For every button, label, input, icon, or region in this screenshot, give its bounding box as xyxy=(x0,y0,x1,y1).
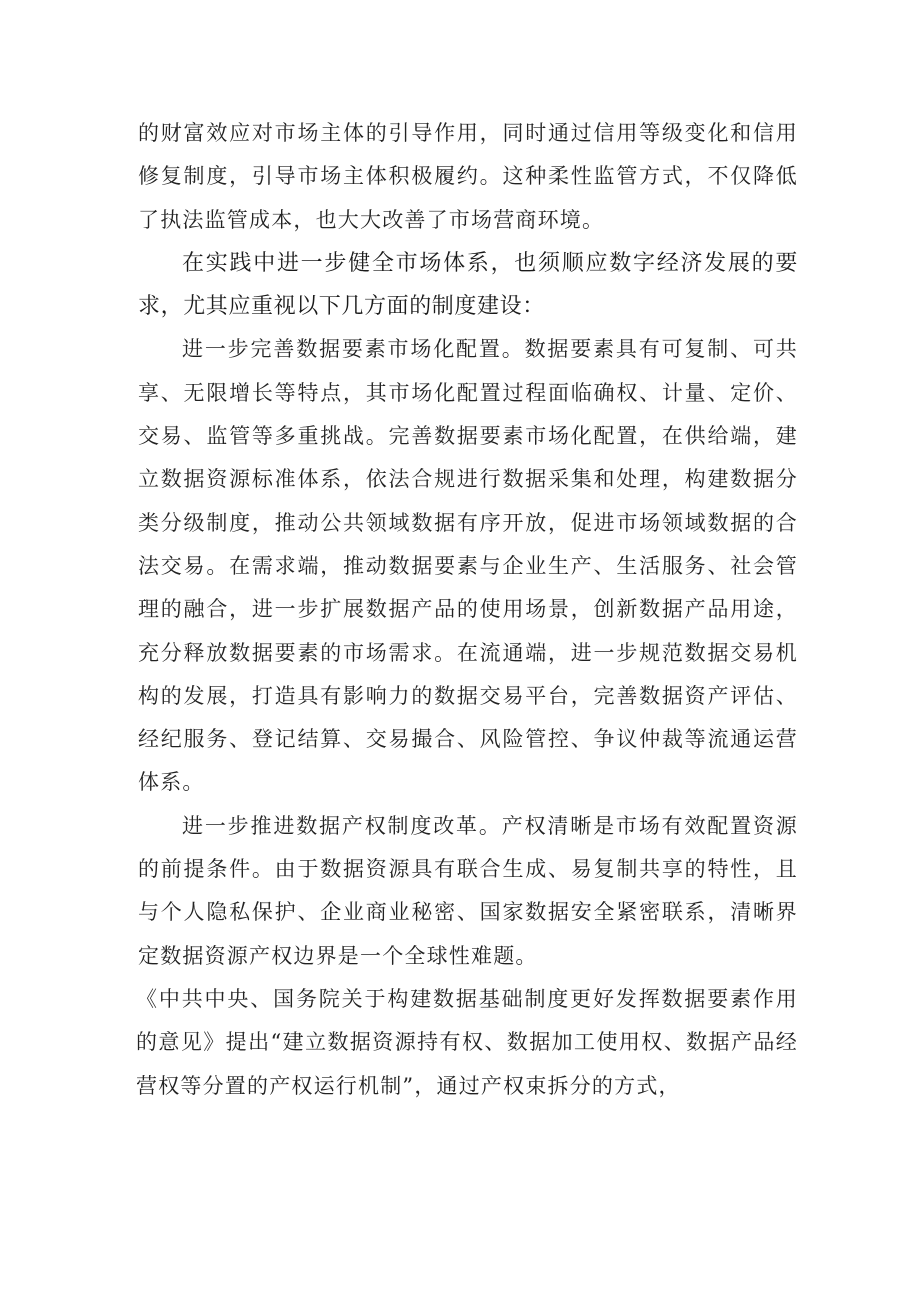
document-body xyxy=(138,112,798,1108)
section-heading-digital-economy: 在实践中进一步健全市场体系，也须顺应数字经济发展的要求，尤其应重视以下几方面的制度建设： xyxy=(138,250,798,320)
paragraph-policy-quote: 《中共中央、国务院关于构建数据基础制度更好发挥数据要素作用的意见》提出“建立数据资源持有权、数据加工使用权、数据产品经营权等分置的产权运行机制”，通过产权束拆分的方式， xyxy=(136,986,798,1098)
paragraph-data-market-allocation: 进一步完善数据要素市场化配置。数据要素具有可复制、可共享、无限增长等特点，其市场化配置过程面临确权、计量、定价、交易、监管等多重挑战。完善数据要素市场化配置，在供给端，建立数据资源标准体系，依法合规进行数据采集和处理，构建数据分类分级制度，推动公共领域数据有序开放，促进市场领域数据的合法交易。在需求端，推动数据要素与企业生产、生活服务、社会管理的融合，进一步扩展数据产品的使用场景，创新数据产品用途，充分释放数据要素的市场需求。在流通端，进一步规范数据交易机构的发展，打造具有影响力的数据交易平台，完善数据资产评估、经纪服务、登记结算、交易撮合、风险管控、争议仲裁等流通运营体系。 xyxy=(138,337,798,795)
paragraph-data-property-rights: 进一步推进数据产权制度改革。产权清晰是市场有效配置资源的前提条件。由于数据资源具有联合生成、易复制共享的特性，且与个人隐私保护、企业商业秘密、国家数据安全紧密联系，清晰界定数据资源产权边界是一个全球性难题。 xyxy=(138,813,798,968)
paragraph-credit-regulation: 的财富效应对市场主体的引导作用，同时通过信用等级变化和信用修复制度，引导市场主体积极履约。这种柔性监管方式，不仅降低了执法监管成本，也大大改善了市场营商环境。 xyxy=(138,121,798,232)
